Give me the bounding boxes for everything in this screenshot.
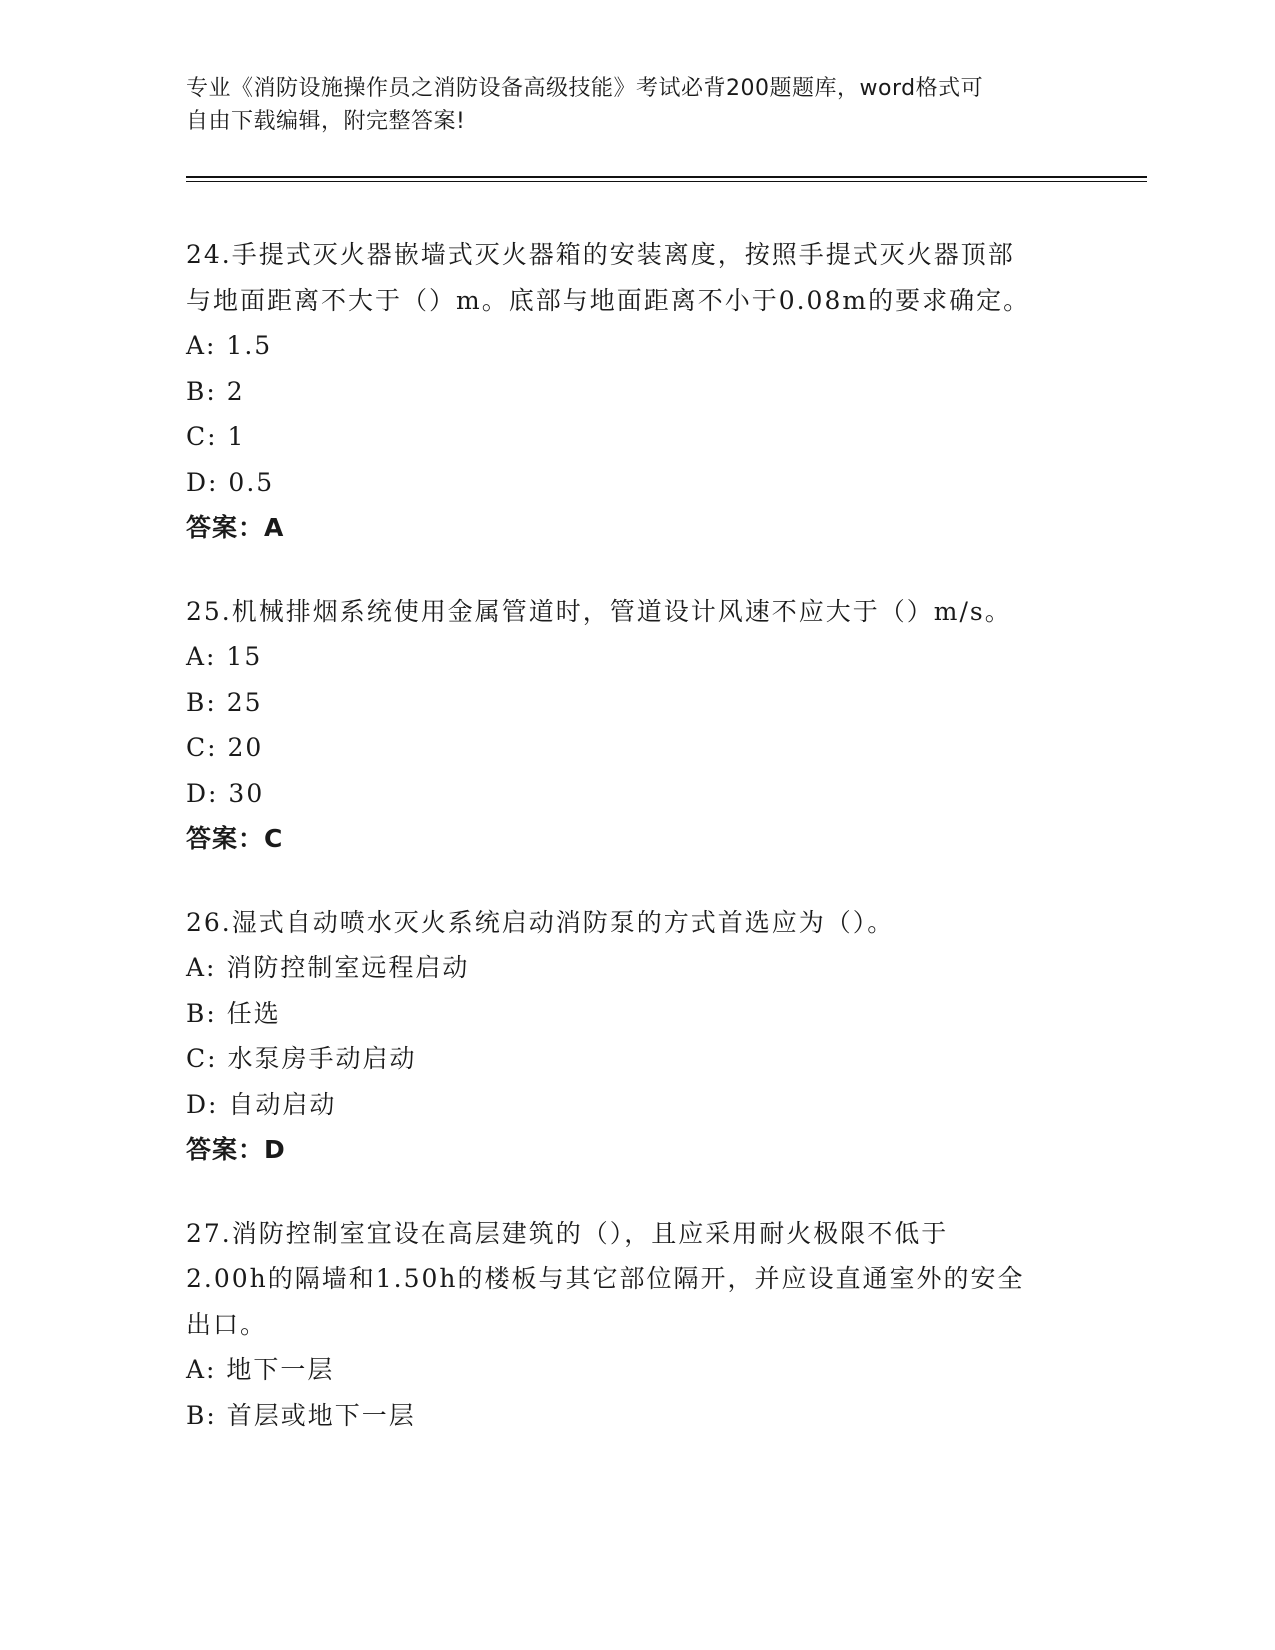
question-block bbox=[186, 900, 1086, 1173]
question-list bbox=[186, 232, 1086, 1476]
answer-key: 答案：D bbox=[186, 1135, 286, 1164]
question-block bbox=[186, 589, 1086, 862]
header-divider-thin bbox=[186, 181, 1147, 182]
answer-option: A: 15 bbox=[186, 642, 263, 671]
answer-option: D: 自动启动 bbox=[186, 1089, 337, 1119]
answer-option: B: 2 bbox=[186, 376, 245, 406]
answer-option: C: 20 bbox=[186, 733, 264, 762]
answer-option: A: 地下一层 bbox=[186, 1355, 335, 1384]
answer-option: B: 首层或地下一层 bbox=[186, 1400, 416, 1430]
answer-option: A: 消防控制室远程启动 bbox=[186, 953, 470, 982]
answer-option: B: 25 bbox=[186, 687, 263, 717]
question-stem-line: 26.湿式自动喷水灭火系统启动消防泵的方式首选应为（）。 bbox=[186, 907, 895, 937]
header-line-1: 专业《消防设施操作员之消防设备高级技能》考试必背200题题库，word格式可 bbox=[186, 76, 984, 101]
question-block bbox=[186, 1211, 1086, 1439]
question-stem-line: 与地面距离不大于（）m。底部与地面距离不小于0.08m的要求确定。 bbox=[186, 285, 1031, 315]
answer-option: C: 水泵房手动启动 bbox=[186, 1044, 417, 1073]
question-stem-line: 24.手提式灭火器嵌墙式灭火器箱的安装离度，按照手提式灭火器顶部 bbox=[186, 240, 1015, 269]
answer-option: B: 任选 bbox=[186, 998, 281, 1028]
document-header bbox=[186, 72, 1066, 138]
question-stem-line: 2.00h的隔墙和1.50h的楼板与其它部位隔开，并应设直通室外的安全 bbox=[186, 1264, 1025, 1293]
header-divider-thick bbox=[186, 176, 1147, 178]
question-stem-line: 25.机械排烟系统使用金属管道时，管道设计风速不应大于（）m/s。 bbox=[186, 596, 1012, 626]
answer-option: D: 0.5 bbox=[186, 467, 275, 497]
answer-key: 答案：C bbox=[186, 824, 284, 853]
question-block bbox=[186, 232, 1086, 551]
question-stem-line: 出口。 bbox=[186, 1309, 268, 1339]
header-line-2: 自由下载编辑，附完整答案! bbox=[186, 109, 466, 134]
answer-option: D: 30 bbox=[186, 778, 265, 808]
answer-option: A: 1.5 bbox=[186, 331, 273, 360]
answer-option: C: 1 bbox=[186, 422, 246, 451]
question-stem-line: 27.消防控制室宜设在高层建筑的（），且应采用耐火极限不低于 bbox=[186, 1218, 949, 1248]
answer-key: 答案：A bbox=[186, 513, 285, 542]
